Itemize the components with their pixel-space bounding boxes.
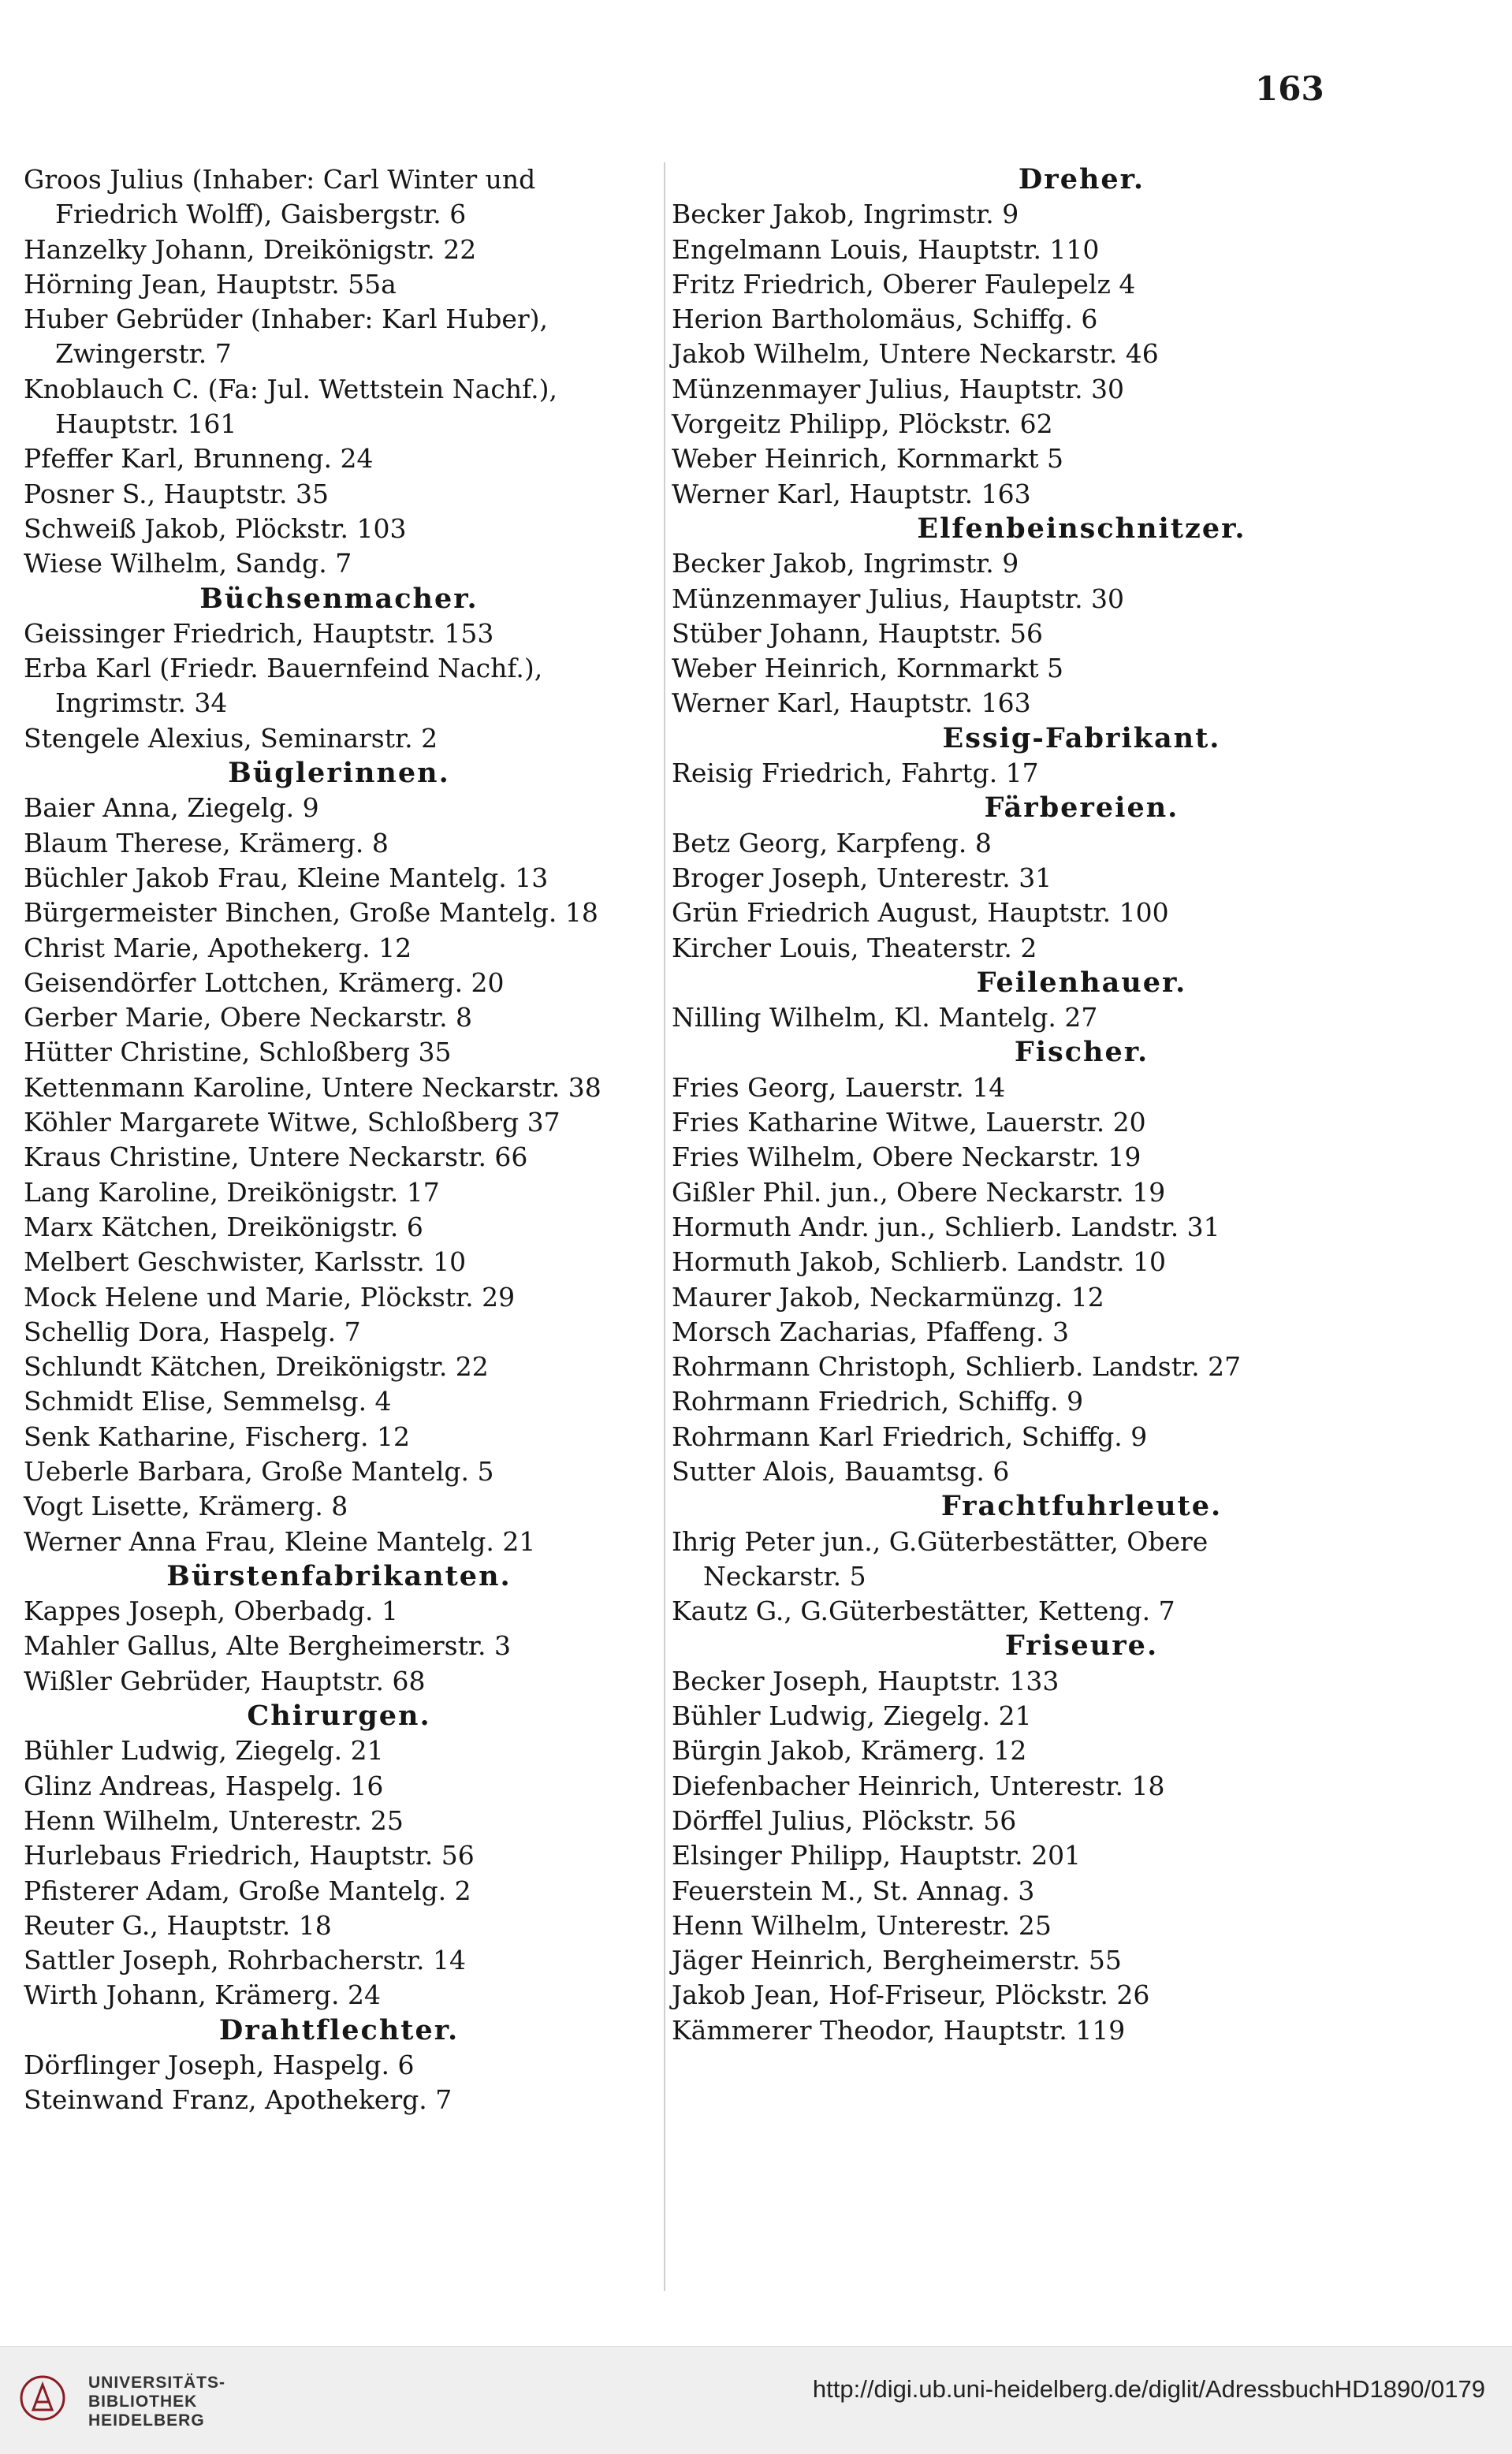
section-heading: Essig-Fabrikant. — [942, 721, 1221, 754]
directory-entry: Vorgeitz Philipp, Plöckstr. 62 — [672, 408, 1053, 440]
directory-entry: Werner Anna Frau, Kleine Mantelg. 21 — [24, 1525, 536, 1557]
directory-entry: Werner Karl, Hauptstr. 163 — [672, 478, 1031, 509]
directory-entry: Becker Jakob, Ingrimstr. 9 — [672, 199, 1019, 230]
directory-entry: Wirth Johann, Krämerg. 24 — [24, 1979, 381, 2011]
section-heading: Chirurgen. — [247, 1700, 431, 1733]
directory-entry: Senk Katharine, Fischerg. 12 — [24, 1421, 411, 1452]
directory-entry: Christ Marie, Apothekerg. 12 — [24, 932, 412, 963]
directory-entry: Becker Joseph, Hauptstr. 133 — [672, 1665, 1060, 1696]
directory-entry: Weber Heinrich, Kornmarkt 5 — [672, 443, 1063, 475]
directory-entry: Diefenbacher Heinrich, Unterestr. 18 — [672, 1770, 1165, 1801]
directory-entry: Hormuth Jakob, Schlierb. Landstr. 10 — [672, 1246, 1166, 1278]
directory-entry: Werner Karl, Hauptstr. 163 — [672, 687, 1031, 719]
directory-entry: Ueberle Barbara, Große Mantelg. 5 — [24, 1455, 494, 1487]
directory-entry: Geissinger Friedrich, Hauptstr. 153 — [24, 617, 494, 649]
directory-entry: Hanzelky Johann, Dreikönigstr. 22 — [24, 233, 477, 265]
entry-continuation: Ingrimstr. 34 — [55, 687, 228, 719]
directory-entry: Pfeffer Karl, Brunneng. 24 — [24, 443, 374, 475]
directory-entry: Mock Helene und Marie, Plöckstr. 29 — [24, 1281, 516, 1313]
directory-entry: Rohrmann Karl Friedrich, Schiffg. 9 — [672, 1421, 1148, 1452]
entry-continuation: Neckarstr. 5 — [703, 1560, 866, 1592]
directory-entry: Broger Joseph, Unterestr. 31 — [672, 862, 1052, 893]
directory-entry: Morsch Zacharias, Pfaffeng. 3 — [672, 1316, 1069, 1347]
directory-entry: Gißler Phil. jun., Obere Neckarstr. 19 — [672, 1176, 1166, 1208]
directory-entry: Hörning Jean, Hauptstr. 55a — [24, 268, 397, 300]
directory-entry: Herion Bartholomäus, Schiffg. 6 — [672, 303, 1098, 335]
right-column — [672, 162, 1492, 2048]
directory-entry: Marx Kätchen, Dreikönigstr. 6 — [24, 1211, 423, 1242]
directory-entry: Henn Wilhelm, Unterestr. 25 — [672, 1909, 1052, 1941]
section-heading: Frachtfuhrleute. — [940, 1490, 1223, 1523]
left-column — [24, 162, 654, 2118]
directory-entry: Feuerstein M., St. Annag. 3 — [672, 1875, 1035, 1906]
directory-entry: Baier Anna, Ziegelg. 9 — [24, 792, 319, 824]
directory-entry: Kämmerer Theodor, Hauptstr. 119 — [672, 2014, 1126, 2046]
directory-entry: Reisig Friedrich, Fahrtg. 17 — [672, 758, 1039, 789]
directory-entry: Kettenmann Karoline, Untere Neckarstr. 38 — [24, 1071, 601, 1103]
section-heading: Friseure. — [1004, 1629, 1159, 1663]
source-url[interactable]: http://digi.ub.uni-heidelberg.de/diglit/AdressbuchHD1890/0179 — [812, 2375, 1485, 2403]
directory-entry: Jakob Jean, Hof-Friseur, Plöckstr. 26 — [672, 1979, 1150, 2011]
directory-entry: Blaum Therese, Krämerg. 8 — [24, 827, 389, 858]
directory-entry: Fritz Friedrich, Oberer Faulepelz 4 — [672, 268, 1136, 300]
directory-entry: Reuter G., Hauptstr. 18 — [24, 1909, 332, 1941]
directory-entry: Grün Friedrich August, Hauptstr. 100 — [672, 897, 1169, 929]
directory-entry: Dörflinger Joseph, Haspelg. 6 — [24, 2050, 415, 2081]
directory-entry: Vogt Lisette, Krämerg. 8 — [24, 1491, 348, 1522]
directory-entry: Bürgermeister Binchen, Große Mantelg. 18 — [24, 897, 598, 929]
directory-entry: Hurlebaus Friedrich, Hauptstr. 56 — [24, 1840, 475, 1871]
directory-entry: Pfisterer Adam, Große Mantelg. 2 — [24, 1875, 471, 1906]
entry-continuation: Zwingerstr. 7 — [55, 338, 232, 370]
directory-entry: Engelmann Louis, Hauptstr. 110 — [672, 233, 1100, 265]
library-name — [88, 2374, 225, 2430]
section-heading: Fischer. — [1014, 1036, 1149, 1069]
directory-entry: Weber Heinrich, Kornmarkt 5 — [672, 653, 1063, 684]
directory-entry: Schweiß Jakob, Plöckstr. 103 — [24, 512, 407, 544]
directory-entry: Sutter Alois, Bauamtsg. 6 — [672, 1455, 1010, 1487]
section-heading: Feilenhauer. — [976, 966, 1187, 999]
directory-entry: Kraus Christine, Untere Neckarstr. 66 — [24, 1141, 528, 1173]
directory-entry: Bühler Ludwig, Ziegelg. 21 — [672, 1700, 1032, 1732]
directory-entry: Kappes Joseph, Oberbadg. 1 — [24, 1596, 398, 1627]
directory-entry: Hütter Christine, Schloßberg 35 — [24, 1037, 452, 1068]
directory-entry: Huber Gebrüder (Inhaber: Karl Huber), — [24, 303, 549, 335]
directory-entry: Stengele Alexius, Seminarstr. 2 — [24, 722, 438, 754]
directory-entry: Büchler Jakob Frau, Kleine Mantelg. 13 — [24, 862, 549, 893]
directory-entry: Münzenmayer Julius, Hauptstr. 30 — [672, 583, 1125, 614]
directory-entry: Melbert Geschwister, Karlsstr. 10 — [24, 1246, 467, 1278]
directory-entry: Rohrmann Friedrich, Schiffg. 9 — [672, 1386, 1084, 1417]
directory-entry: Erba Karl (Friedr. Bauernfeind Nachf.), — [24, 653, 543, 684]
column-divider — [664, 162, 665, 2291]
directory-entry: Nilling Wilhelm, Kl. Mantelg. 27 — [672, 1002, 1098, 1033]
directory-entry: Wiese Wilhelm, Sandg. 7 — [24, 548, 352, 579]
directory-entry: Köhler Margarete Witwe, Schloßberg 37 — [24, 1107, 560, 1138]
library-name-line1: UNIVERSITÄTS- — [88, 2374, 226, 2392]
directory-entry: Jakob Wilhelm, Untere Neckarstr. 46 — [672, 338, 1159, 370]
directory-entry: Kircher Louis, Theaterstr. 2 — [672, 932, 1037, 963]
directory-entry: Ihrig Peter jun., G.Güterbestätter, Obere — [672, 1525, 1208, 1557]
directory-entry: Steinwand Franz, Apothekerg. 7 — [24, 2084, 452, 2116]
directory-entry: Fries Wilhelm, Obere Neckarstr. 19 — [672, 1141, 1141, 1173]
directory-entry: Elsinger Philipp, Hauptstr. 201 — [672, 1840, 1082, 1871]
directory-entry: Fries Katharine Witwe, Lauerstr. 20 — [672, 1107, 1146, 1138]
directory-entry: Lang Karoline, Dreikönigstr. 17 — [24, 1176, 440, 1208]
directory-entry: Münzenmayer Julius, Hauptstr. 30 — [672, 373, 1125, 404]
directory-entry: Glinz Andreas, Haspelg. 16 — [24, 1770, 384, 1801]
directory-entry: Bühler Ludwig, Ziegelg. 21 — [24, 1735, 384, 1767]
section-heading: Färbereien. — [984, 791, 1179, 825]
directory-entry: Wißler Gebrüder, Hauptstr. 68 — [24, 1665, 426, 1696]
directory-entry: Mahler Gallus, Alte Bergheimerstr. 3 — [24, 1630, 511, 1662]
footer-bar — [0, 2346, 1512, 2454]
section-heading: Elfenbeinschnitzer. — [917, 512, 1246, 545]
entry-continuation: Friedrich Wolff), Gaisbergstr. 6 — [55, 199, 467, 230]
directory-entry: Stüber Johann, Hauptstr. 56 — [672, 617, 1043, 649]
directory-entry: Fries Georg, Lauerstr. 14 — [672, 1071, 1006, 1103]
directory-entry: Henn Wilhelm, Unterestr. 25 — [24, 1804, 404, 1836]
library-name-line2: BIBLIOTHEK — [88, 2393, 198, 2411]
directory-entry: Kautz G., G.Güterbestätter, Ketteng. 7 — [672, 1596, 1175, 1627]
directory-entry: Schellig Dora, Haspelg. 7 — [24, 1316, 361, 1347]
directory-entry: Becker Jakob, Ingrimstr. 9 — [672, 548, 1019, 579]
directory-entry: Betz Georg, Karpfeng. 8 — [672, 827, 992, 858]
page-number: 163 — [1255, 69, 1324, 108]
directory-entry: Maurer Jakob, Neckarmünzg. 12 — [672, 1281, 1104, 1313]
directory-entry: Rohrmann Christoph, Schlierb. Landstr. 27 — [672, 1351, 1242, 1383]
section-heading: Dreher. — [1018, 163, 1145, 196]
directory-entry: Sattler Joseph, Rohrbacherstr. 14 — [24, 1945, 466, 1976]
directory-entry: Geisendörfer Lottchen, Krämerg. 20 — [24, 966, 505, 998]
section-heading: Bürstenfabrikanten. — [166, 1559, 512, 1592]
directory-entry: Gerber Marie, Obere Neckarstr. 8 — [24, 1002, 473, 1033]
university-seal-icon — [19, 2370, 66, 2426]
library-name-line3: HEIDELBERG — [88, 2411, 205, 2430]
directory-entry: Schmidt Elise, Semmelsg. 4 — [24, 1386, 392, 1417]
directory-entry: Dörffel Julius, Plöckstr. 56 — [672, 1804, 1017, 1836]
directory-entry: Knoblauch C. (Fa: Jul. Wettstein Nachf.), — [24, 373, 557, 404]
directory-entry: Jäger Heinrich, Bergheimerstr. 55 — [672, 1945, 1122, 1976]
section-heading: Büchsenmacher. — [199, 582, 479, 615]
directory-entry: Groos Julius (Inhaber: Carl Winter und — [24, 164, 536, 195]
directory-entry: Hormuth Andr. jun., Schlierb. Landstr. 31 — [672, 1211, 1220, 1242]
directory-entry: Schlundt Kätchen, Dreikönigstr. 22 — [24, 1351, 489, 1383]
directory-entry: Bürgin Jakob, Krämerg. 12 — [672, 1735, 1027, 1767]
directory-entry: Posner S., Hauptstr. 35 — [24, 478, 330, 509]
section-heading: Drahtflechter. — [218, 2013, 460, 2046]
section-heading: Büglerinnen. — [228, 757, 450, 790]
entry-continuation: Hauptstr. 161 — [55, 408, 237, 440]
